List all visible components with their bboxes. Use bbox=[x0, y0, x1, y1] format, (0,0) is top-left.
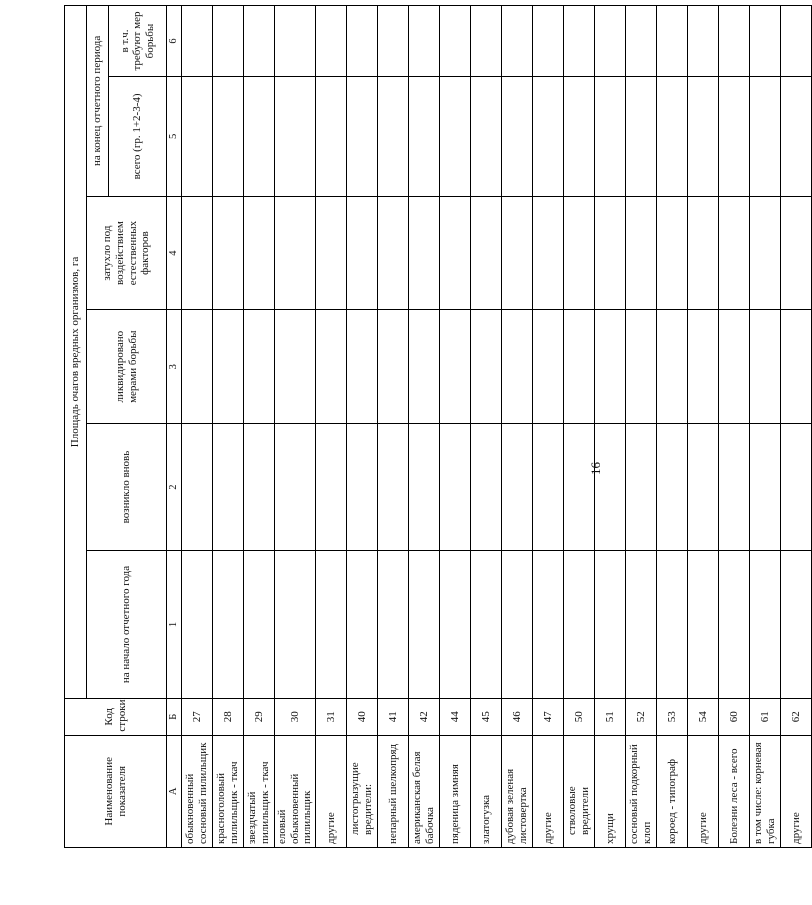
header-area-group: Площадь очагов вредных организмов, га bbox=[65, 6, 87, 699]
value-cell bbox=[594, 551, 625, 699]
row-name: другие bbox=[532, 735, 563, 847]
table-row bbox=[346, 6, 377, 848]
row-code: 27 bbox=[182, 698, 213, 735]
value-cell bbox=[780, 6, 811, 77]
header-total: всего (гр. 1+2-3-4) bbox=[109, 77, 167, 197]
value-cell bbox=[749, 196, 780, 310]
value-cell bbox=[182, 424, 213, 551]
value-cell bbox=[182, 310, 213, 424]
value-cell bbox=[687, 551, 718, 699]
value-cell bbox=[213, 551, 244, 699]
value-cell bbox=[532, 310, 563, 424]
row-code: 45 bbox=[470, 698, 501, 735]
value-cell bbox=[470, 310, 501, 424]
value-cell bbox=[594, 77, 625, 197]
row-code: 30 bbox=[275, 698, 316, 735]
col-number-b: Б bbox=[167, 698, 182, 735]
header-liquidated: ликвидировано мерами борьбы bbox=[87, 310, 167, 424]
value-cell bbox=[501, 310, 532, 424]
col-number-5: 5 bbox=[167, 77, 182, 197]
value-cell bbox=[439, 424, 470, 551]
value-cell bbox=[315, 77, 346, 197]
value-cell bbox=[718, 6, 749, 77]
row-code: 60 bbox=[718, 698, 749, 735]
value-cell bbox=[275, 424, 316, 551]
value-cell bbox=[718, 77, 749, 197]
row-code: 41 bbox=[377, 698, 408, 735]
value-cell bbox=[470, 6, 501, 77]
row-name: еловый обыкновенный пилильщик bbox=[275, 735, 316, 847]
value-cell bbox=[315, 551, 346, 699]
value-cell bbox=[275, 551, 316, 699]
row-name: другие bbox=[780, 735, 811, 847]
header-name: Наименование показателя bbox=[65, 735, 167, 847]
value-cell bbox=[213, 77, 244, 197]
value-cell bbox=[718, 424, 749, 551]
value-cell bbox=[244, 77, 275, 197]
table-row bbox=[532, 6, 563, 848]
value-cell bbox=[377, 424, 408, 551]
value-cell bbox=[182, 196, 213, 310]
table-row bbox=[625, 6, 656, 848]
header-start-year: на начало отчетного года bbox=[87, 551, 167, 699]
value-cell bbox=[625, 424, 656, 551]
report-table bbox=[64, 5, 812, 848]
row-code: 31 bbox=[315, 698, 346, 735]
value-cell bbox=[213, 6, 244, 77]
value-cell bbox=[656, 424, 687, 551]
value-cell bbox=[749, 424, 780, 551]
table-row bbox=[182, 6, 213, 848]
value-cell bbox=[470, 424, 501, 551]
row-name: другие bbox=[315, 735, 346, 847]
value-cell bbox=[780, 310, 811, 424]
table-row bbox=[439, 6, 470, 848]
table-row bbox=[687, 6, 718, 848]
value-cell bbox=[687, 196, 718, 310]
table-row bbox=[656, 6, 687, 848]
value-cell bbox=[594, 424, 625, 551]
value-cell bbox=[656, 6, 687, 77]
value-cell bbox=[501, 6, 532, 77]
row-name: листогрызущие вредители: bbox=[346, 735, 377, 847]
value-cell bbox=[718, 551, 749, 699]
value-cell bbox=[275, 196, 316, 310]
value-cell bbox=[594, 6, 625, 77]
row-name: пяденица зимняя bbox=[439, 735, 470, 847]
value-cell bbox=[532, 6, 563, 77]
value-cell bbox=[625, 310, 656, 424]
value-cell bbox=[275, 310, 316, 424]
header-new: возникло вновь bbox=[87, 424, 167, 551]
row-name: обыкновенный сосновый пилильщик bbox=[182, 735, 213, 847]
value-cell bbox=[439, 77, 470, 197]
value-cell bbox=[377, 551, 408, 699]
value-cell bbox=[470, 551, 501, 699]
value-cell bbox=[408, 196, 439, 310]
value-cell bbox=[501, 196, 532, 310]
value-cell bbox=[346, 551, 377, 699]
value-cell bbox=[749, 310, 780, 424]
row-name: стволовые вредители bbox=[563, 735, 594, 847]
value-cell bbox=[346, 6, 377, 77]
value-cell bbox=[718, 196, 749, 310]
value-cell bbox=[656, 310, 687, 424]
value-cell bbox=[501, 77, 532, 197]
value-cell bbox=[408, 551, 439, 699]
value-cell bbox=[780, 551, 811, 699]
col-number-a: А bbox=[167, 735, 182, 847]
value-cell bbox=[213, 424, 244, 551]
value-cell bbox=[687, 6, 718, 77]
value-cell bbox=[377, 6, 408, 77]
value-cell bbox=[532, 424, 563, 551]
value-cell bbox=[749, 551, 780, 699]
value-cell bbox=[377, 77, 408, 197]
table-row bbox=[377, 6, 408, 848]
value-cell bbox=[439, 196, 470, 310]
value-cell bbox=[182, 551, 213, 699]
row-code: 54 bbox=[687, 698, 718, 735]
row-name: дубовая зеленая листовертка bbox=[501, 735, 532, 847]
value-cell bbox=[439, 6, 470, 77]
value-cell bbox=[346, 310, 377, 424]
value-cell bbox=[315, 196, 346, 310]
value-cell bbox=[501, 424, 532, 551]
row-name: златогузка bbox=[470, 735, 501, 847]
value-cell bbox=[244, 196, 275, 310]
value-cell bbox=[182, 77, 213, 197]
value-cell bbox=[687, 77, 718, 197]
value-cell bbox=[625, 551, 656, 699]
value-cell bbox=[244, 424, 275, 551]
col-number-3: 3 bbox=[167, 310, 182, 424]
table-row bbox=[501, 6, 532, 848]
value-cell bbox=[594, 310, 625, 424]
table-row bbox=[275, 6, 316, 848]
row-code: 42 bbox=[408, 698, 439, 735]
row-name: непарный шелкопряд bbox=[377, 735, 408, 847]
row-code: 44 bbox=[439, 698, 470, 735]
row-code: 28 bbox=[213, 698, 244, 735]
value-cell bbox=[625, 196, 656, 310]
header-end-group: на конец отчетного периода bbox=[87, 6, 109, 197]
value-cell bbox=[408, 424, 439, 551]
row-name: хрущи bbox=[594, 735, 625, 847]
row-name: в том числе: корневая губка bbox=[749, 735, 780, 847]
value-cell bbox=[563, 77, 594, 197]
value-cell bbox=[244, 551, 275, 699]
value-cell bbox=[439, 551, 470, 699]
row-code: 62 bbox=[780, 698, 811, 735]
value-cell bbox=[749, 6, 780, 77]
row-code: 52 bbox=[625, 698, 656, 735]
value-cell bbox=[656, 551, 687, 699]
col-number-1: 1 bbox=[167, 551, 182, 699]
row-name: другие bbox=[687, 735, 718, 847]
value-cell bbox=[315, 310, 346, 424]
table-row bbox=[470, 6, 501, 848]
row-code: 29 bbox=[244, 698, 275, 735]
value-cell bbox=[470, 196, 501, 310]
value-cell bbox=[408, 6, 439, 77]
value-cell bbox=[563, 424, 594, 551]
value-cell bbox=[244, 6, 275, 77]
value-cell bbox=[563, 310, 594, 424]
table-row bbox=[213, 6, 244, 848]
value-cell bbox=[594, 196, 625, 310]
value-cell bbox=[532, 196, 563, 310]
value-cell bbox=[780, 196, 811, 310]
col-number-6: 6 bbox=[167, 6, 182, 77]
table-row bbox=[749, 6, 780, 848]
value-cell bbox=[563, 6, 594, 77]
value-cell bbox=[625, 6, 656, 77]
row-code: 61 bbox=[749, 698, 780, 735]
table-row bbox=[408, 6, 439, 848]
row-name: красноголовый пилильщик - ткач bbox=[213, 735, 244, 847]
value-cell bbox=[687, 310, 718, 424]
row-code: 51 bbox=[594, 698, 625, 735]
table-row bbox=[315, 6, 346, 848]
value-cell bbox=[532, 551, 563, 699]
header-natural: затухло под воздействием естественных факторов bbox=[87, 196, 167, 310]
value-cell bbox=[780, 424, 811, 551]
table-body bbox=[182, 6, 812, 848]
value-cell bbox=[749, 77, 780, 197]
value-cell bbox=[377, 196, 408, 310]
row-name: Болезни леса - всего bbox=[718, 735, 749, 847]
value-cell bbox=[625, 77, 656, 197]
value-cell bbox=[315, 424, 346, 551]
row-code: 53 bbox=[656, 698, 687, 735]
value-cell bbox=[780, 77, 811, 197]
value-cell bbox=[346, 424, 377, 551]
row-code: 46 bbox=[501, 698, 532, 735]
value-cell bbox=[275, 6, 316, 77]
header-code: Код строки bbox=[65, 698, 167, 735]
value-cell bbox=[244, 310, 275, 424]
value-cell bbox=[377, 310, 408, 424]
value-cell bbox=[346, 196, 377, 310]
value-cell bbox=[408, 77, 439, 197]
value-cell bbox=[275, 77, 316, 197]
row-name: сосновый подкорный клоп bbox=[625, 735, 656, 847]
value-cell bbox=[656, 77, 687, 197]
row-code: 50 bbox=[563, 698, 594, 735]
table-row bbox=[244, 6, 275, 848]
table-row bbox=[594, 6, 625, 848]
col-number-4: 4 bbox=[167, 196, 182, 310]
value-cell bbox=[563, 551, 594, 699]
row-name: звездчатый пилильщик - ткач bbox=[244, 735, 275, 847]
value-cell bbox=[213, 196, 244, 310]
page-number: 16 bbox=[588, 462, 603, 475]
value-cell bbox=[656, 196, 687, 310]
value-cell bbox=[532, 77, 563, 197]
table-row bbox=[780, 6, 811, 848]
value-cell bbox=[408, 310, 439, 424]
row-name: короед - типограф bbox=[656, 735, 687, 847]
row-name: американская белая бабочка bbox=[408, 735, 439, 847]
value-cell bbox=[501, 551, 532, 699]
value-cell bbox=[439, 310, 470, 424]
value-cell bbox=[470, 77, 501, 197]
row-code: 47 bbox=[532, 698, 563, 735]
value-cell bbox=[213, 310, 244, 424]
value-cell bbox=[718, 310, 749, 424]
header-need-control: в т.ч. требуют мер борьбы bbox=[109, 6, 167, 77]
row-code: 40 bbox=[346, 698, 377, 735]
col-number-2: 2 bbox=[167, 424, 182, 551]
value-cell bbox=[182, 6, 213, 77]
table-row bbox=[718, 6, 749, 848]
value-cell bbox=[346, 77, 377, 197]
table-row bbox=[563, 6, 594, 848]
value-cell bbox=[687, 424, 718, 551]
value-cell bbox=[315, 6, 346, 77]
value-cell bbox=[563, 196, 594, 310]
